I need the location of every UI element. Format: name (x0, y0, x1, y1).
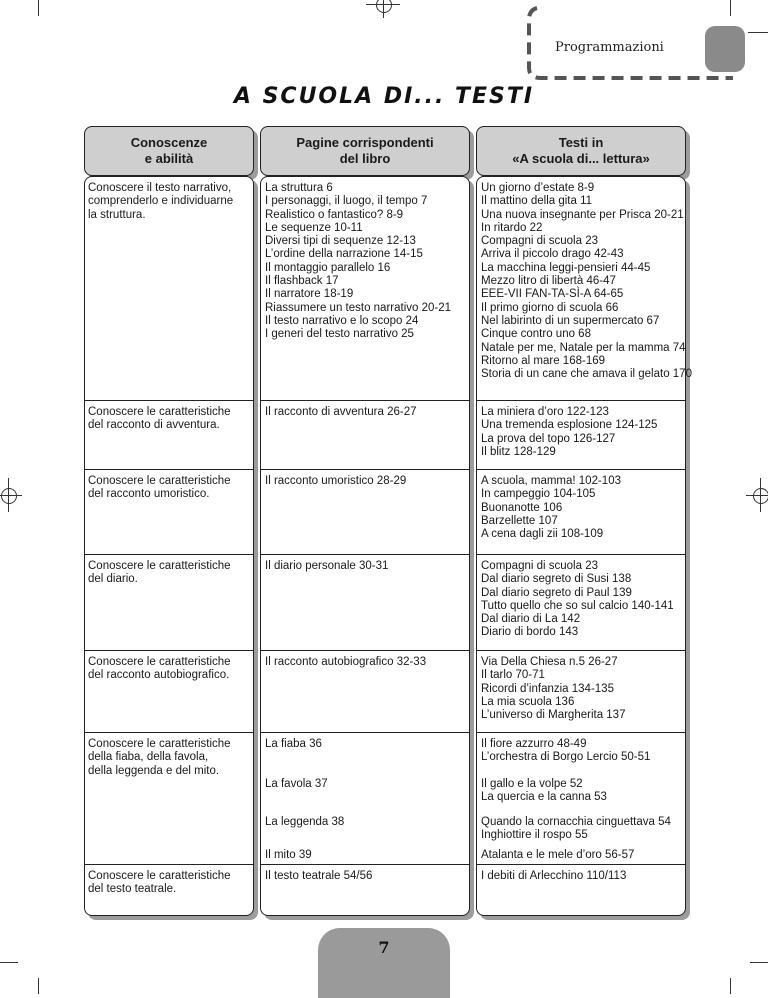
row-divider (476, 554, 686, 555)
cell-line: Arriva il piccolo drago 42-43 (481, 248, 624, 261)
cell-line: del racconto umoristico. (88, 488, 210, 501)
cell-line: Conoscere le caratteristiche (88, 656, 231, 668)
texts-cell (481, 870, 626, 883)
cell-line: Conoscere le caratteristiche (88, 475, 231, 487)
cell-line: della fiaba, della favola, (88, 751, 209, 764)
cell-line: del diario. (88, 573, 138, 586)
pages-cell (265, 182, 451, 342)
skill-cell (88, 738, 231, 778)
cell-line: Atalanta e le mele d’oro 56-57 (481, 849, 635, 861)
cell-line: Barzellette 107 (481, 514, 558, 527)
cell-line: Il flashback 17 (265, 275, 339, 288)
row-divider (84, 732, 254, 733)
row-divider (84, 864, 254, 865)
row-divider (84, 554, 254, 555)
cell-line: Le sequenze 10-11 (265, 221, 363, 234)
cell-line: L’orchestra di Borgo Lercio 50-51 (481, 751, 651, 764)
cell-line: Diario di bordo 143 (481, 626, 579, 639)
cell-line: Compagni di scuola 23 (481, 235, 598, 248)
cell-line: Una nuova insegnante per Prisca 20-21 (481, 208, 684, 221)
cell-line: La fiaba 36 (265, 738, 322, 750)
cell-line: I generi del testo narrativo 25 (265, 328, 414, 341)
row-divider (84, 469, 254, 470)
cell-line: Il testo teatrale 54/56 (265, 870, 373, 882)
column-knowledge (84, 176, 254, 916)
cell-line: I personaggi, il luogo, il tempo 7 (265, 195, 428, 208)
cell-line: Il racconto autobiografico 32-33 (265, 656, 427, 668)
cell-line: Ritorno al mare 168-169 (481, 354, 606, 367)
corner-badge (705, 26, 745, 72)
cell-line: della leggenda e del mito. (88, 764, 220, 777)
cell-line: La leggenda 38 (265, 816, 345, 828)
pages-cell (265, 475, 406, 488)
cell-line: Il narratore 18-19 (265, 288, 354, 301)
pages-cell (265, 560, 388, 573)
cell-line: Una tremenda esplosione 124-125 (481, 419, 658, 432)
cell-line: Cinque contro uno 68 (481, 328, 591, 341)
row-divider (260, 650, 470, 651)
cell-line: Natale per me, Natale per la mamma 74 (481, 341, 686, 354)
pages-cell (265, 870, 372, 883)
cell-line: Diversi tipi di sequenze 12-13 (265, 235, 416, 248)
cell-line: I debiti di Arlecchino 110/113 (481, 870, 627, 882)
cell-line: La macchina leggi-pensieri 44-45 (481, 261, 651, 274)
cell-line: del racconto autobiografico. (88, 669, 230, 682)
cell-line: Conoscere il testo narrativo, (88, 182, 232, 194)
cell-line: Il mattino della gita 11 (481, 195, 593, 208)
pages-cell (265, 656, 426, 669)
cell-line: Il blitz 128-129 (481, 445, 556, 458)
cell-line: Mezzo litro di libertà 46-47 (481, 275, 616, 288)
skill-cell (88, 182, 233, 222)
cell-line: Ricordi d’infanzia 134-135 (481, 682, 614, 695)
cell-line: Il testo narrativo e lo scopo 24 (265, 314, 419, 327)
cell-line: del testo teatrale. (88, 883, 177, 896)
cell-line: L’ordine della narrazione 14-15 (265, 248, 423, 261)
cell-line: In campeggio 104-105 (481, 488, 596, 501)
cell-line: EEE-VII FAN-TA-SÌ-A 64-65 (481, 288, 624, 301)
cell-line: Realistico o fantastico? 8-9 (265, 208, 404, 221)
texts-cell (481, 406, 657, 459)
cell-line: Un giorno d’estate 8-9 (481, 182, 595, 194)
cell-line: Conoscere le caratteristiche (88, 560, 231, 572)
row-divider (260, 864, 470, 865)
cell-line: Buonanotte 106 (481, 501, 563, 514)
cell-line: la struttura. (88, 208, 146, 221)
header-texts: Testi in «A scuola di... lettura» (476, 126, 686, 176)
cell-line: Il racconto umoristico 28-29 (265, 475, 407, 487)
row-divider (476, 732, 686, 733)
cell-line: Quando la cornacchia cinguettava 54 (481, 816, 671, 828)
cell-line: La mia scuola 136 (481, 695, 575, 708)
texts-cell (481, 560, 674, 640)
page-number: 7 (378, 938, 390, 957)
row-divider (260, 469, 470, 470)
row-divider (476, 400, 686, 401)
cell-line: La quercia e la canna 53 (481, 791, 607, 804)
cell-line: Il fiore azzurro 48-49 (481, 738, 587, 750)
cell-line: Riassumere un testo narrativo 20-21 (265, 301, 452, 314)
row-divider (84, 650, 254, 651)
skill-cell (88, 656, 231, 683)
skill-cell (88, 560, 231, 587)
cell-line: Il diario personale 30-31 (265, 560, 389, 572)
cell-line: In ritardo 22 (481, 221, 543, 234)
cell-line: Il racconto di avventura 26-27 (265, 406, 417, 418)
cell-line: Il tarlo 70-71 (481, 669, 545, 682)
cell-line: del racconto di avventura. (88, 419, 220, 432)
texts-cell (481, 475, 621, 541)
cell-line: Via Della Chiesa n.5 26-27 (481, 656, 618, 668)
cell-line: Conoscere le caratteristiche (88, 738, 231, 750)
cell-line: Conoscere le caratteristiche (88, 870, 231, 882)
cell-line: Il gallo e la volpe 52 (481, 778, 583, 790)
cell-line: comprenderlo e individuarne (88, 195, 234, 208)
skill-cell (88, 406, 231, 433)
row-divider (476, 864, 686, 865)
row-divider (476, 650, 686, 651)
cell-line: Inghiottire il rospo 55 (481, 829, 588, 842)
cell-line: La prova del topo 126-127 (481, 432, 616, 445)
cell-line: Nel labirinto di un supermercato 67 (481, 314, 660, 327)
cell-line: Dal diario segreto di Susi 138 (481, 573, 632, 586)
header-pages: Pagine corrispondenti del libro (260, 126, 470, 176)
cell-line: Dal diario segreto di Paul 139 (481, 586, 632, 599)
skill-cell (88, 475, 231, 502)
header-knowledge: Conoscenze e abilità (84, 126, 254, 176)
page-title: A SCUOLA DI... TESTI (233, 84, 535, 109)
texts-cell (481, 182, 692, 381)
cell-line: La favola 37 (265, 778, 328, 790)
cell-line: A cena dagli zii 108-109 (481, 528, 604, 541)
section-label: Programmazioni (555, 40, 664, 55)
pages-cell (265, 406, 417, 419)
cell-line: Il primo giorno di scuola 66 (481, 301, 619, 314)
row-divider (476, 469, 686, 470)
cell-line: Il mito 39 (265, 849, 312, 861)
row-divider (260, 400, 470, 401)
cell-line: Storia di un cane che amava il gelato 170 (481, 368, 692, 381)
texts-cell (481, 656, 625, 722)
cell-line: Conoscere le caratteristiche (88, 406, 231, 418)
row-divider (260, 554, 470, 555)
cell-line: Compagni di scuola 23 (481, 560, 598, 572)
cell-line: Il montaggio parallelo 16 (265, 261, 391, 274)
skill-cell (88, 870, 231, 897)
row-divider (84, 400, 254, 401)
cell-line: La miniera d’oro 122-123 (481, 406, 609, 418)
cell-line: Dal diario di La 142 (481, 613, 581, 626)
row-divider (260, 732, 470, 733)
cell-line: La struttura 6 (265, 182, 333, 194)
cell-line: L’universo di Margherita 137 (481, 709, 626, 722)
cell-line: A scuola, mamma! 102-103 (481, 475, 621, 487)
cell-line: Tutto quello che so sul calcio 140-141 (481, 599, 674, 612)
